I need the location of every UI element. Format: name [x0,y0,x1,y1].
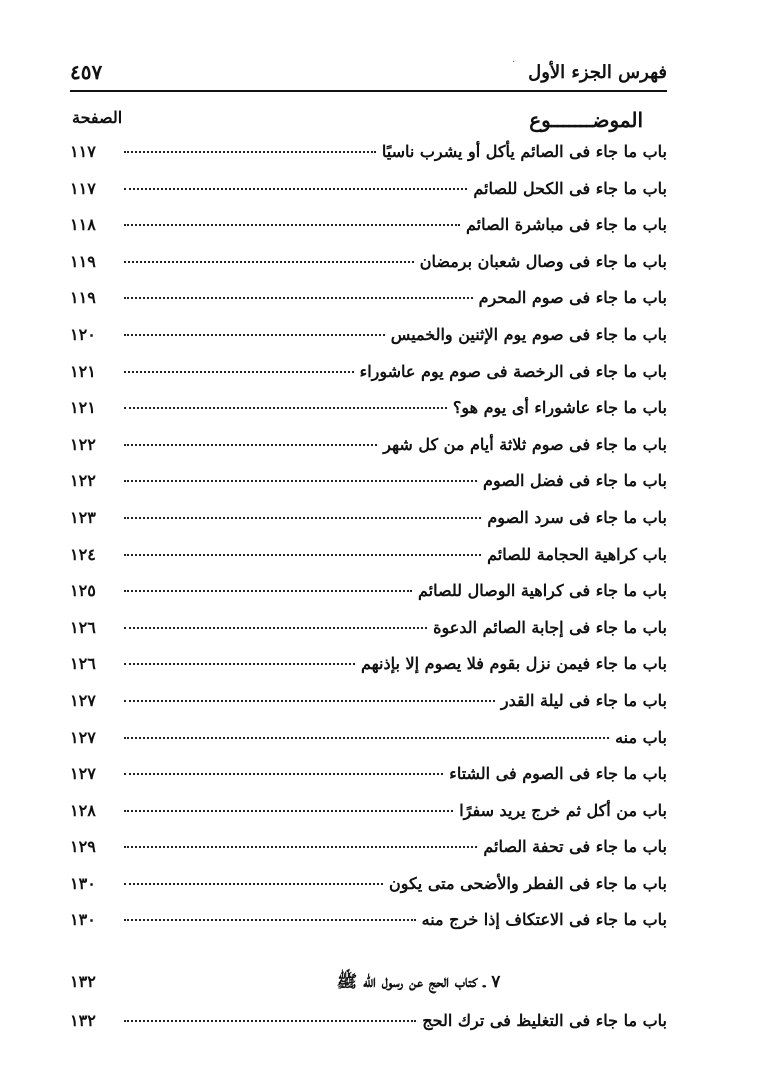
leader-dots [124,1020,416,1022]
entry-title: باب ما جاء عاشوراء أى يوم هو؟ [452,398,667,418]
index-entry [70,764,667,801]
entry-title: باب ما جاء فى مباشرة الصائم [465,215,667,235]
entry-page: ١٢٧ [70,764,96,784]
running-title: فهرس الجزء الأول [528,62,667,83]
index-entry [70,288,667,325]
entry-page: ١٢٦ [70,654,96,674]
entry-page: ١٣٢ [70,1011,96,1031]
entry-title: باب ما جاء فى ليلة القدر [500,690,667,710]
leader-dots [124,371,354,373]
entry-page: ١٣٠ [70,873,96,893]
entry-title: باب ما جاء فى الرخصة فى صوم يوم عاشوراء [359,361,667,381]
entry-page: ١٢١ [70,398,96,418]
section-gap [70,947,667,971]
leader-dots [124,883,383,885]
entry-page: ١٢٧ [70,690,96,710]
leader-dots [124,627,427,629]
leader-dots [124,444,377,446]
entry-title: باب منه [615,727,667,747]
entry-page: ١١٩ [70,251,96,271]
index-list [70,142,667,1048]
entry-title: باب ما جاء فى تحفة الصائم [483,837,667,857]
index-entry [70,215,667,252]
index-entry [70,508,667,545]
page-column-heading: الصفحة [72,108,123,127]
index-entry [70,362,667,399]
entry-page: ١٢٠ [70,324,96,344]
book-heading [70,971,667,1011]
book-page: ١٣٢ [70,972,96,992]
leader-dots [124,297,473,299]
entry-page: ١١٨ [70,215,96,235]
entry-page: ١٢٢ [70,471,96,491]
index-entry [70,654,667,691]
leader-dots [124,590,412,592]
leader-dots [124,554,481,556]
entry-title: باب ما جاء فى صوم المحرم [478,288,667,308]
entry-page: ١١٧ [70,142,96,161]
entry-page: ١٢٣ [70,507,96,527]
entry-title: باب ما جاء فى كراهية الوصال للصائم [418,581,667,601]
leader-dots [124,261,414,263]
index-entry [70,142,667,179]
entry-page: ١٢٢ [70,434,96,454]
leader-dots [124,737,609,739]
entry-page: ١٢٤ [70,544,96,564]
entry-page: ١١٧ [70,178,96,198]
entry-title: باب كراهية الحجامة للصائم [487,544,667,564]
index-entry [70,618,667,655]
entry-page: ١٢١ [70,361,96,381]
leader-dots [124,846,477,848]
index-entry [70,910,667,947]
index-entry [70,545,667,582]
leader-dots [124,224,460,226]
entry-title: باب ما جاء فى الاعتكاف إذا خرج منه [421,910,667,930]
page-number: ٤٥٧ [70,60,103,84]
entry-page: ١٢٩ [70,837,96,857]
leader-dots [124,151,376,153]
leader-dots [124,407,447,409]
leader-dots [124,919,416,921]
entry-title: باب ما جاء فى إجابة الصائم الدعوة [433,617,667,637]
entry-title: باب ما جاء فى صوم يوم الإثنين والخميس [390,324,667,344]
entry-page: ١٢٨ [70,800,96,820]
index-entry [70,179,667,216]
index-entry [70,398,667,435]
leader-dots [124,517,481,519]
index-entry [70,837,667,874]
index-entry [70,801,667,838]
entry-title: باب ما جاء فى الفطر والأضحى متى يكون [388,873,667,893]
leader-dots [124,700,495,702]
index-entry [70,471,667,508]
index-entry [70,691,667,728]
index-entry [70,325,667,362]
leader-dots [124,334,385,336]
entry-title: باب ما جاء فى صوم ثلاثة أيام من كل شهر [383,434,667,454]
index-entry [70,1011,667,1048]
book-title: ٧ ـ كتاب الحج عن رسول الله ﷺ [336,972,501,993]
column-headings [70,108,667,140]
leader-dots [124,188,467,190]
index-entry [70,874,667,911]
entry-page: ١٢٧ [70,727,96,747]
entry-page: ١٢٦ [70,617,96,637]
print-speck: · [512,57,516,68]
index-entry [70,435,667,472]
entry-title: باب ما جاء فى سرد الصوم [487,507,667,527]
entry-title: باب ما جاء فى الصوم فى الشتاء [449,764,667,784]
leader-dots [124,480,477,482]
leader-dots [124,663,355,665]
entry-title: باب ما جاء فى الكحل للصائم [473,178,667,198]
leader-dots [124,773,443,775]
page-header [70,60,667,92]
entry-title: باب ما جاء فى فضل الصوم [483,471,667,491]
entry-title: باب من أكل ثم خرج يريد سفرًا [459,800,667,820]
entry-title: باب ما جاء فى الصائم يأكل أو يشرب ناسيًا [381,142,667,161]
leader-dots [124,810,453,812]
entry-title: باب ما جاء فيمن نزل بقوم فلا يصوم إلا بإذنهم [361,654,667,674]
entry-title: باب ما جاء فى وصال شعبان برمضان [419,251,667,271]
entry-page: ١٣٠ [70,910,96,930]
entry-page: ١٢٥ [70,581,96,601]
index-entry [70,581,667,618]
index-entry [70,728,667,765]
entry-page: ١١٩ [70,288,96,308]
index-entry [70,252,667,289]
topic-column-heading: الموضـــــــوع [529,108,643,132]
entry-title: باب ما جاء فى التغليظ فى ترك الحج [422,1011,667,1031]
